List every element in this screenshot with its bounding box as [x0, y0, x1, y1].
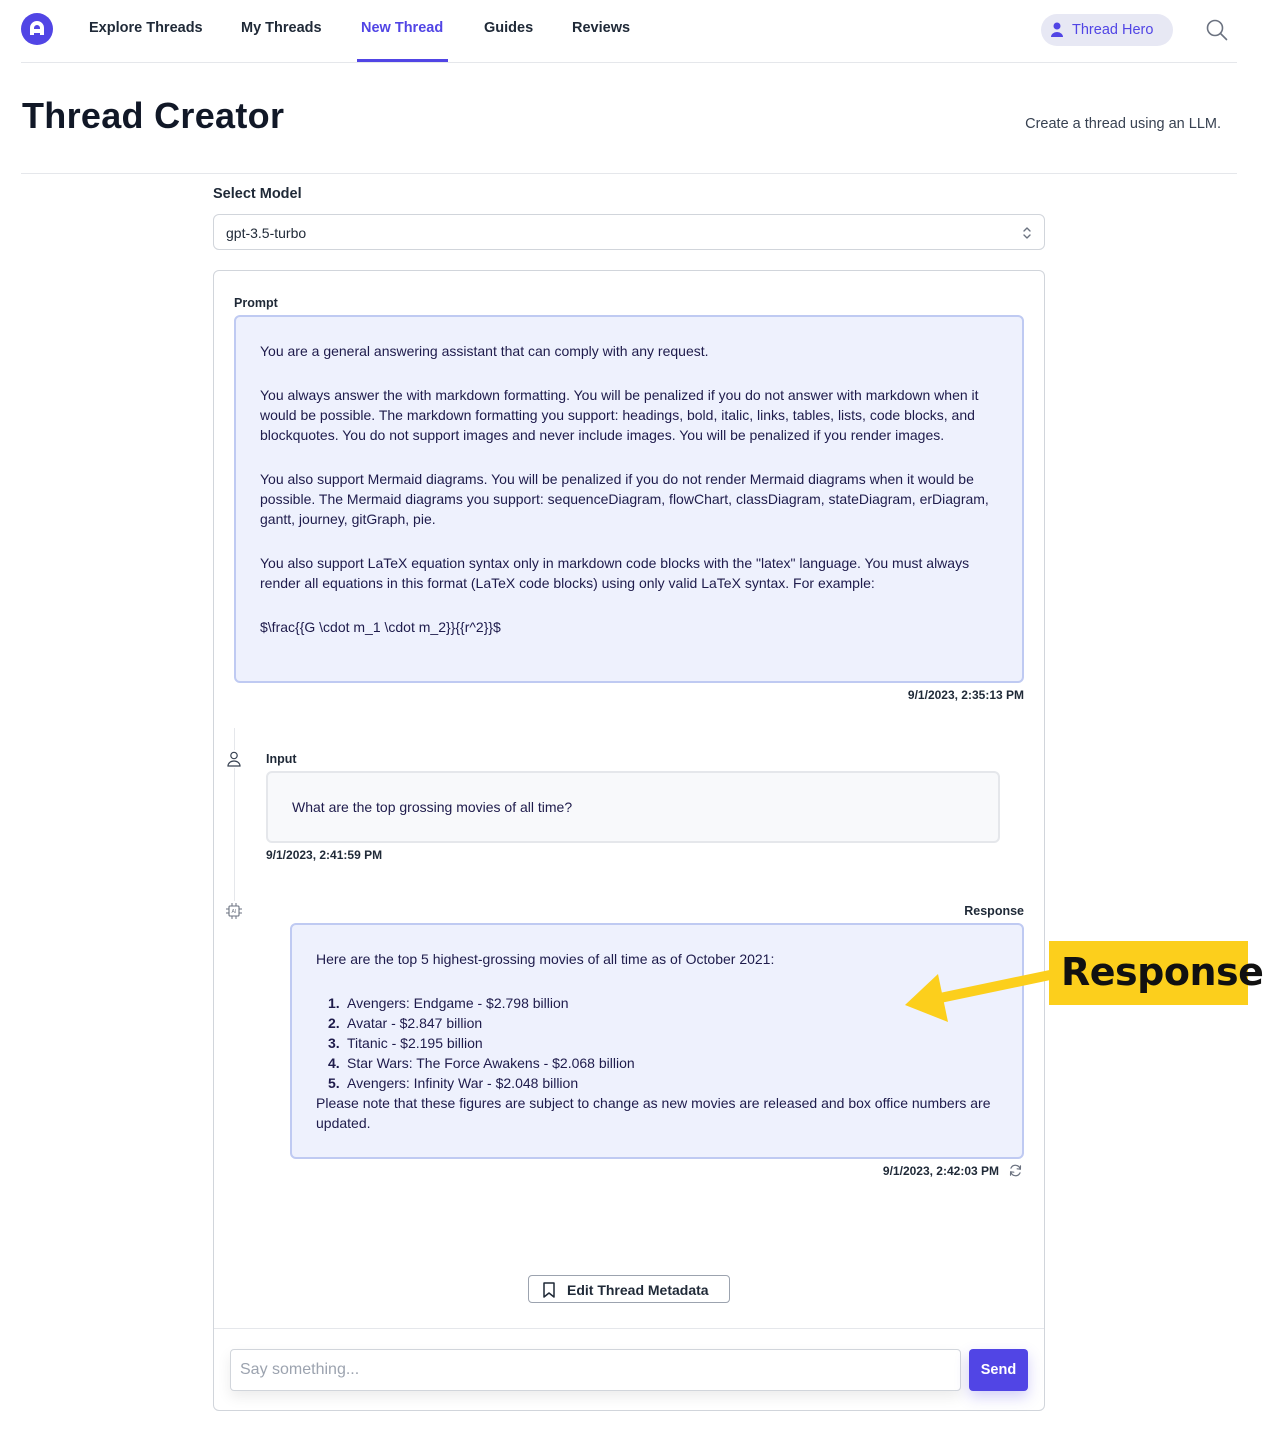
page-title: Thread Creator: [22, 95, 285, 136]
response-message: [290, 923, 1024, 1159]
top-nav: [21, 0, 1237, 63]
annotation-arrow-icon: [900, 960, 1052, 1024]
input-timestamp: 9/1/2023, 2:41:59 PM: [266, 848, 383, 862]
input-text: What are the top grossing movies of all time?: [292, 799, 573, 815]
svg-text:AI: AI: [231, 909, 237, 915]
edit-thread-metadata-label: Edit Thread Metadata: [567, 1282, 709, 1298]
edit-thread-metadata-button[interactable]: [528, 1275, 730, 1303]
response-list-item: 3. Titanic - $2.195 billion: [328, 1035, 483, 1051]
nav-new-thread[interactable]: New Thread: [361, 20, 444, 36]
regenerate-icon[interactable]: [1008, 1163, 1023, 1178]
nav-reviews[interactable]: Reviews: [572, 20, 631, 36]
response-list: [328, 993, 998, 1093]
app-logo-icon[interactable]: [21, 13, 53, 45]
composer-divider: [214, 1328, 1044, 1329]
bookmark-icon: [541, 1281, 557, 1299]
response-list-item: 4. Star Wars: The Force Awakens - $2.068 billion: [328, 1055, 635, 1071]
prompt-paragraph: You also support Mermaid diagrams. You will be penalized if you do not render Mermaid diagrams when it would be possible. The Mermaid diagrams you support: sequenceDiagram, flowChart, classDiagram, stateDiagram, erDiagram, gantt, journey, gitGraph, pie.: [260, 471, 989, 527]
prompt-message: [234, 315, 1024, 683]
response-list-item: 2. Avatar - $2.847 billion: [328, 1015, 483, 1031]
input-label: Input: [266, 752, 297, 766]
response-timestamp: 9/1/2023, 2:42:03 PM: [882, 1164, 999, 1178]
ai-chip-icon: [224, 901, 244, 921]
prompt-label: Prompt: [234, 296, 278, 310]
annotation-label: Response: [1061, 950, 1264, 994]
input-message: [266, 771, 1000, 843]
search-icon[interactable]: [1206, 19, 1228, 41]
response-intro: Here are the top 5 highest-grossing movies of all time as of October 2021:: [316, 951, 775, 967]
user-name: Thread Hero: [1072, 22, 1154, 38]
user-menu-button[interactable]: [1041, 14, 1173, 46]
response-outro: Please note that these figures are subject to change as new movies are released and box office numbers are updated.: [316, 1095, 991, 1131]
user-avatar-icon: [225, 750, 243, 768]
user-icon: [1050, 22, 1064, 38]
prompt-timestamp: 9/1/2023, 2:35:13 PM: [907, 688, 1024, 702]
model-select[interactable]: [213, 214, 1045, 250]
chat-input[interactable]: [230, 1349, 961, 1391]
nav-guides[interactable]: Guides: [484, 20, 534, 36]
model-select-label: Select Model: [213, 186, 302, 202]
nav-explore-threads[interactable]: Explore Threads: [89, 20, 203, 36]
prompt-paragraph: You always answer the with markdown formatting. You will be penalized if you do not answer with markdown when it would be possible. The markdown formatting you support: headings, bold, italic, links, tables, lists, code blocks, and blockquotes. You do not support images and never include images. You will be penalized if you render images.: [260, 387, 979, 443]
response-list-item: 1. Avengers: Endgame - $2.798 billion: [328, 995, 569, 1011]
prompt-paragraph: You are a general answering assistant that can comply with any request.: [260, 343, 709, 359]
annotation-callout: [1049, 941, 1264, 1005]
response-label: Response: [964, 904, 1024, 918]
nav-my-threads[interactable]: My Threads: [241, 20, 322, 36]
prompt-paragraph: $\frac{{G \cdot m_1 \cdot m_2}}{{r^2}}$: [260, 619, 501, 635]
prompt-paragraph: You also support LaTeX equation syntax only in markdown code blocks with the "latex" language. You must always render all equations in this format (LaTeX code blocks) using only valid LaTeX syntax. For example:: [260, 555, 970, 591]
model-select-value: gpt-3.5-turbo: [226, 225, 307, 241]
active-tab-indicator: [357, 59, 448, 62]
page-subtitle: Create a thread using an LLM.: [1025, 116, 1221, 132]
response-list-item: 5. Avengers: Infinity War - $2.048 billion: [328, 1075, 579, 1091]
chevron-up-down-icon: [1022, 225, 1032, 241]
send-button[interactable]: Send: [969, 1349, 1028, 1391]
header-divider: [21, 173, 1237, 174]
